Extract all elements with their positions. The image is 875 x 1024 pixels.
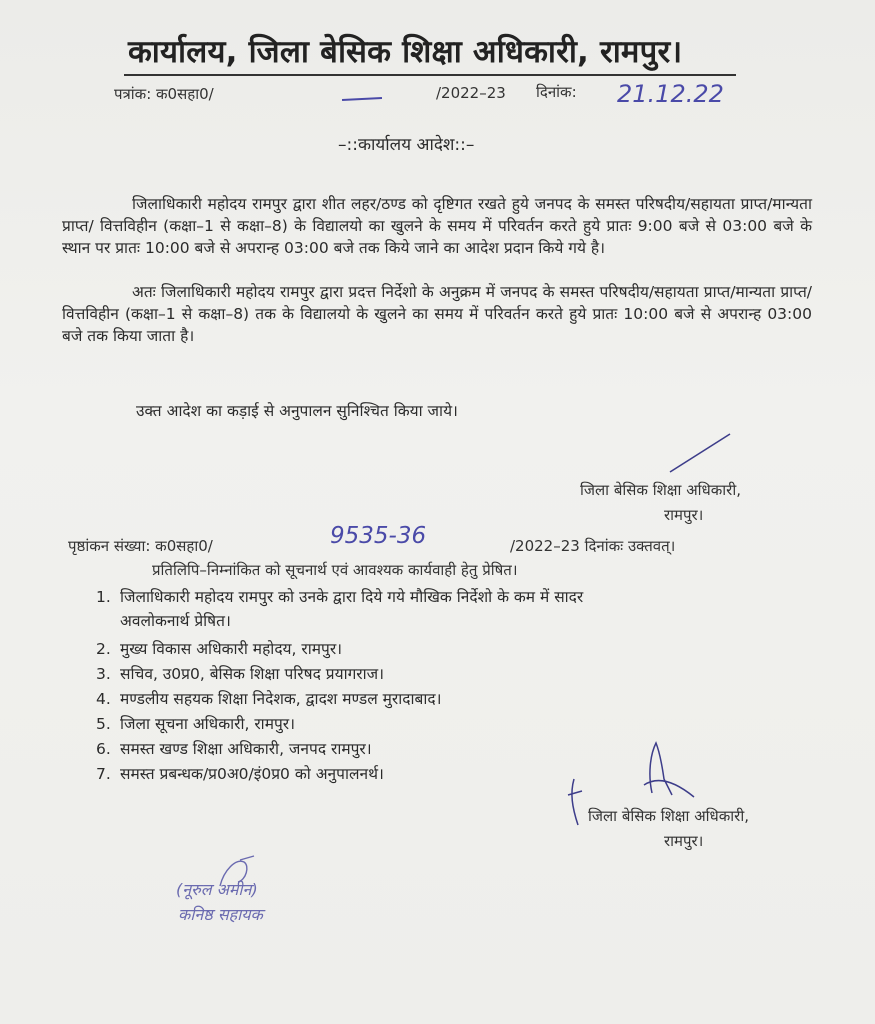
list-number: 5. [96, 715, 111, 733]
handwritten-date: 21.12.22 [617, 80, 724, 108]
date-label: दिनांक: [536, 83, 577, 101]
stamp-designation: कनिष्ठ सहायक [178, 905, 263, 924]
signature-mark-1 [660, 428, 740, 478]
endorsement-label: पृष्ठांकन संख्या: क0सहा0/ [68, 537, 213, 555]
stamp-name: (नूरुल अमीन) [176, 880, 258, 899]
list-item [96, 637, 342, 659]
list-number: 1. [96, 588, 111, 606]
order-heading: –::कार्यालय आदेश::– [338, 135, 475, 155]
order-paragraph-2: अतः जिलाधिकारी महोदय रामपुर द्वारा प्रदत्त निर्देशो के अनुक्रम में जनपद के समस्त परिषदीय/सहायता प्राप्त/मान्यता प्राप्त/वित्तविहीन (कक्षा–1 से कक्षा–8) तक के विद्यालयो के खुलने का समय में परिवर्तन करते हुये प्रातः 10:00 बजे से अपरान्ह 03:00 बजे तक किया जाता है। [62, 283, 812, 345]
list-item-continuation: अवलोकनार्थ प्रेषित। [120, 612, 231, 630]
signature-2-place: रामपुर। [664, 832, 704, 850]
list-item [96, 662, 384, 684]
list-text: मुख्य विकास अधिकारी महोदय, रामपुर। [120, 640, 343, 658]
list-number: 7. [96, 765, 111, 783]
signature-2-designation: जिला बेसिक शिक्षा अधिकारी, [588, 807, 749, 825]
list-number: 4. [96, 690, 111, 708]
signature-1-place: रामपुर। [664, 506, 704, 524]
order-paragraph-1: जिलाधिकारी महोदय रामपुर द्वारा शीत लहर/ठण्ड को दृष्टिगत रखते हुये जनपद के समस्त परिषदीय/सहायता प्राप्त/मान्यता प्राप्त/ वित्तविहीन (कक्षा–1 से कक्षा–8) के विद्यालयो का खुलने के समय में परिवर्तन करते हुये प्रातः 9:00 बजे से 03:00 बजे के स्थान पर प्रातः 10:00 बजे से अपरान्ह 03:00 बजे तक किये जाने का आदेश प्रदान किये गये है। [62, 195, 812, 257]
list-number: 2. [96, 640, 111, 658]
list-number: 3. [96, 665, 111, 683]
handwritten-dash [342, 97, 382, 101]
ref-year: /2022–23 [436, 84, 506, 102]
handwritten-endorsement-number: 9535-36 [330, 523, 427, 549]
list-item [96, 585, 583, 607]
copy-intro: प्रतिलिपि–निम्नांकित को सूचनार्थ एवं आवश्यक कार्यवाही हेतु प्रेषित। [152, 561, 518, 579]
office-title: कार्यालय, जिला बेसिक शिक्षा अधिकारी, रामपुर। [128, 34, 683, 70]
list-item [96, 687, 441, 709]
list-text: समस्त खण्ड शिक्षा अधिकारी, जनपद रामपुर। [120, 740, 372, 758]
list-text: सचिव, उ0प्र0, बेसिक शिक्षा परिषद प्रयागराज। [120, 665, 385, 683]
signature-1-designation: जिला बेसिक शिक्षा अधिकारी, [580, 481, 741, 499]
list-text: समस्त प्रबन्धक/प्र0अ0/इं0प्र0 को अनुपालनर्थ। [120, 765, 384, 783]
title-underline [124, 74, 736, 76]
list-text: जिलाधिकारी महोदय रामपुर को उनके द्वारा दिये गये मौखिक निर्देशो के कम में सादर [120, 588, 584, 606]
order-paragraph-3: उक्त आदेश का कड़ाई से अनुपालन सुनिश्चित किया जाये। [136, 402, 458, 420]
ref-label: पत्रांक: क0सहा0/ [114, 85, 214, 103]
endorsement-year-date: /2022–23 दिनांकः उक्तवत्। [510, 537, 676, 555]
list-text: जिला सूचना अधिकारी, रामपुर। [120, 715, 295, 733]
list-item [96, 762, 384, 784]
list-text: मण्डलीय सहयक शिक्षा निदेशक, द्वादश मण्डल मुरादाबाद। [120, 690, 442, 708]
list-number: 6. [96, 740, 111, 758]
list-item [96, 712, 295, 734]
list-item [96, 737, 372, 759]
